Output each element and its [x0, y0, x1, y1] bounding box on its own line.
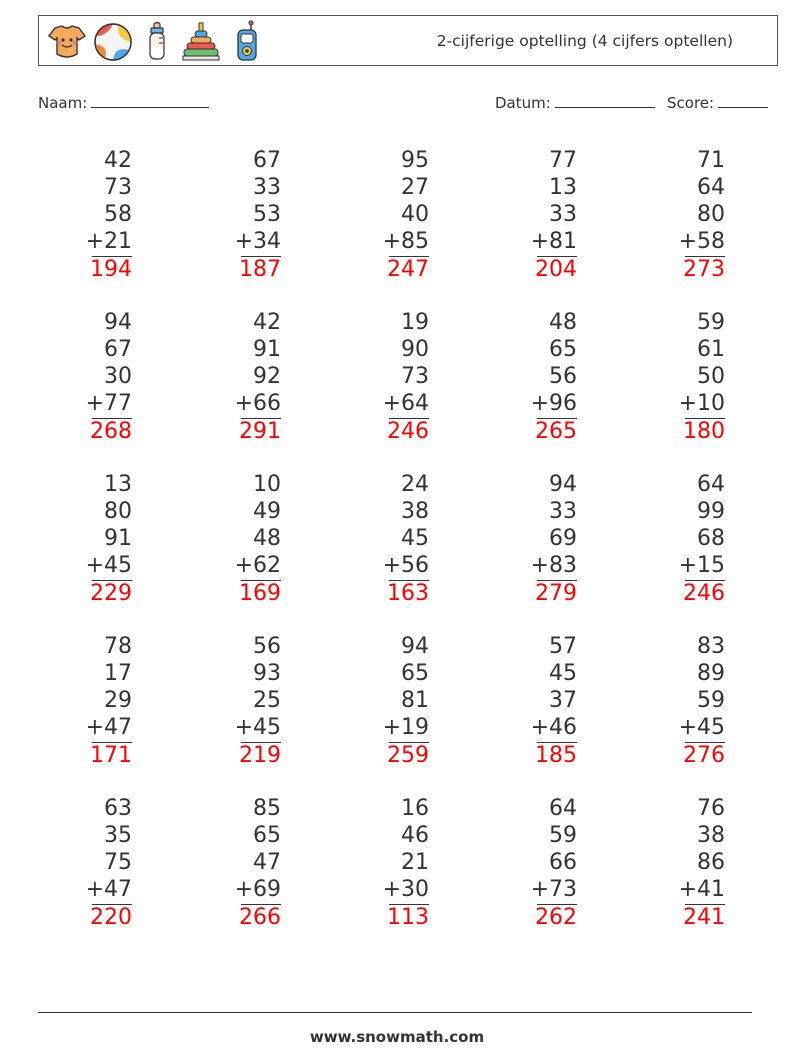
- problem-24: [497, 795, 577, 934]
- date-field[interactable]: [495, 92, 655, 112]
- addend: 49: [253, 499, 281, 524]
- addend: 38: [697, 823, 725, 848]
- baby-bottle-icon: [135, 20, 179, 64]
- addend: 29: [104, 688, 132, 713]
- addend: +19: [382, 715, 429, 740]
- addend: 33: [549, 499, 577, 524]
- addend: 21: [401, 850, 429, 875]
- addend: 13: [549, 175, 577, 200]
- footer-site: www.snowmath.com: [309, 1028, 485, 1046]
- baby-onesie-icon: [45, 20, 89, 64]
- addend: 27: [401, 175, 429, 200]
- date-blank[interactable]: [555, 92, 655, 108]
- addend: 65: [549, 337, 577, 362]
- addend: 17: [104, 661, 132, 686]
- addend: +46: [530, 715, 577, 740]
- addend: 56: [549, 364, 577, 389]
- addend: 90: [401, 337, 429, 362]
- addend: +45: [85, 553, 132, 578]
- addend: 50: [697, 364, 725, 389]
- answer: 276: [683, 743, 725, 768]
- answer: 185: [535, 743, 577, 768]
- addend: 94: [401, 634, 429, 659]
- addend: 42: [104, 148, 132, 173]
- name-label: Naam:: [38, 94, 88, 112]
- problem-4: [497, 147, 577, 286]
- addend: 91: [104, 526, 132, 551]
- addend: 69: [549, 526, 577, 551]
- addend: 71: [697, 148, 725, 173]
- addend: 35: [104, 823, 132, 848]
- answer: 291: [239, 419, 281, 444]
- addend: 73: [401, 364, 429, 389]
- addend: 48: [253, 526, 281, 551]
- problem-10: [645, 309, 725, 448]
- addend: 92: [253, 364, 281, 389]
- addend: 30: [104, 364, 132, 389]
- worksheet-title: 2-cijferige optelling (4 cijfers optellen): [436, 32, 733, 50]
- addend: 64: [697, 175, 725, 200]
- addend: 91: [253, 337, 281, 362]
- problem-23: [349, 795, 429, 934]
- problem-7: [201, 309, 281, 448]
- problem-12: [201, 471, 281, 610]
- addend: 83: [697, 634, 725, 659]
- addend: 33: [253, 175, 281, 200]
- date-label: Datum:: [495, 94, 551, 112]
- addend: 24: [401, 472, 429, 497]
- addend: 40: [401, 202, 429, 227]
- answer: 262: [535, 905, 577, 930]
- answer: 265: [535, 419, 577, 444]
- addend: 38: [401, 499, 429, 524]
- problem-18: [349, 633, 429, 772]
- addend: 53: [253, 202, 281, 227]
- answer: 279: [535, 581, 577, 606]
- addend: +81: [530, 229, 577, 254]
- addend: 16: [401, 796, 429, 821]
- answer: 229: [90, 581, 132, 606]
- addend: 95: [401, 148, 429, 173]
- addend: 89: [697, 661, 725, 686]
- addend: 68: [697, 526, 725, 551]
- name-blank[interactable]: [91, 92, 209, 108]
- beach-ball-icon: [91, 20, 135, 64]
- answer: 259: [387, 743, 429, 768]
- answer: 204: [535, 257, 577, 282]
- problem-8: [349, 309, 429, 448]
- addend: 45: [401, 526, 429, 551]
- addend: 37: [549, 688, 577, 713]
- stacking-rings-icon: [179, 20, 223, 64]
- addend: 59: [549, 823, 577, 848]
- addend: +58: [678, 229, 725, 254]
- addend: 61: [697, 337, 725, 362]
- addend: 67: [104, 337, 132, 362]
- addend: 94: [104, 310, 132, 335]
- score-blank[interactable]: [718, 92, 768, 108]
- answer: 246: [683, 581, 725, 606]
- addend: 86: [697, 850, 725, 875]
- addend: 13: [104, 472, 132, 497]
- addend: +85: [382, 229, 429, 254]
- addend: 45: [549, 661, 577, 686]
- addend: 80: [104, 499, 132, 524]
- problem-16: [52, 633, 132, 772]
- problem-15: [645, 471, 725, 610]
- problem-11: [52, 471, 132, 610]
- answer: 266: [239, 905, 281, 930]
- addend: 58: [104, 202, 132, 227]
- addend: 25: [253, 688, 281, 713]
- addend: 75: [104, 850, 132, 875]
- problem-1: [52, 147, 132, 286]
- answer: 246: [387, 419, 429, 444]
- answer: 194: [90, 257, 132, 282]
- addend: 47: [253, 850, 281, 875]
- score-label: Score:: [667, 94, 715, 112]
- addend: +41: [678, 877, 725, 902]
- addend: +47: [85, 877, 132, 902]
- addend: 46: [401, 823, 429, 848]
- addend: 93: [253, 661, 281, 686]
- addend: +77: [85, 391, 132, 416]
- problem-21: [52, 795, 132, 934]
- addend: +34: [234, 229, 281, 254]
- problem-2: [201, 147, 281, 286]
- addend: +45: [678, 715, 725, 740]
- addend: +73: [530, 877, 577, 902]
- problem-22: [201, 795, 281, 934]
- addend: +64: [382, 391, 429, 416]
- addend: 77: [549, 148, 577, 173]
- addend: 63: [104, 796, 132, 821]
- addend: +47: [85, 715, 132, 740]
- addend: +30: [382, 877, 429, 902]
- addend: +66: [234, 391, 281, 416]
- problem-17: [201, 633, 281, 772]
- addend: +62: [234, 553, 281, 578]
- footer-divider: [38, 1012, 752, 1013]
- answer: 273: [683, 257, 725, 282]
- addend: +56: [382, 553, 429, 578]
- answer: 180: [683, 419, 725, 444]
- addend: 66: [549, 850, 577, 875]
- addend: 65: [253, 823, 281, 848]
- addend: 57: [549, 634, 577, 659]
- addend: +10: [678, 391, 725, 416]
- answer: 241: [683, 905, 725, 930]
- problem-20: [645, 633, 725, 772]
- problem-9: [497, 309, 577, 448]
- answer: 163: [387, 581, 429, 606]
- addend: +45: [234, 715, 281, 740]
- answer: 171: [90, 743, 132, 768]
- problem-19: [497, 633, 577, 772]
- addend: 56: [253, 634, 281, 659]
- addend: 64: [697, 472, 725, 497]
- addend: 64: [549, 796, 577, 821]
- answer: 113: [387, 905, 429, 930]
- addend: 59: [697, 688, 725, 713]
- answer: 268: [90, 419, 132, 444]
- addend: 42: [253, 310, 281, 335]
- answer: 220: [90, 905, 132, 930]
- addend: 78: [104, 634, 132, 659]
- addend: 80: [697, 202, 725, 227]
- answer: 187: [239, 257, 281, 282]
- addend: +21: [85, 229, 132, 254]
- baby-monitor-icon: [225, 20, 269, 64]
- addend: 76: [697, 796, 725, 821]
- addend: +83: [530, 553, 577, 578]
- problem-3: [349, 147, 429, 286]
- answer: 219: [239, 743, 281, 768]
- addend: 33: [549, 202, 577, 227]
- addend: +69: [234, 877, 281, 902]
- addend: 19: [401, 310, 429, 335]
- name-field[interactable]: [38, 92, 209, 112]
- problem-13: [349, 471, 429, 610]
- addend: +15: [678, 553, 725, 578]
- addend: 65: [401, 661, 429, 686]
- addend: 99: [697, 499, 725, 524]
- problem-5: [645, 147, 725, 286]
- problem-25: [645, 795, 725, 934]
- problem-6: [52, 309, 132, 448]
- answer: 169: [239, 581, 281, 606]
- addend: +96: [530, 391, 577, 416]
- score-field[interactable]: [667, 92, 768, 112]
- addend: 48: [549, 310, 577, 335]
- addend: 85: [253, 796, 281, 821]
- addend: 81: [401, 688, 429, 713]
- answer: 247: [387, 257, 429, 282]
- addend: 10: [253, 472, 281, 497]
- addend: 73: [104, 175, 132, 200]
- addend: 94: [549, 472, 577, 497]
- addend: 67: [253, 148, 281, 173]
- problem-14: [497, 471, 577, 610]
- worksheet-header: [38, 15, 778, 66]
- addend: 59: [697, 310, 725, 335]
